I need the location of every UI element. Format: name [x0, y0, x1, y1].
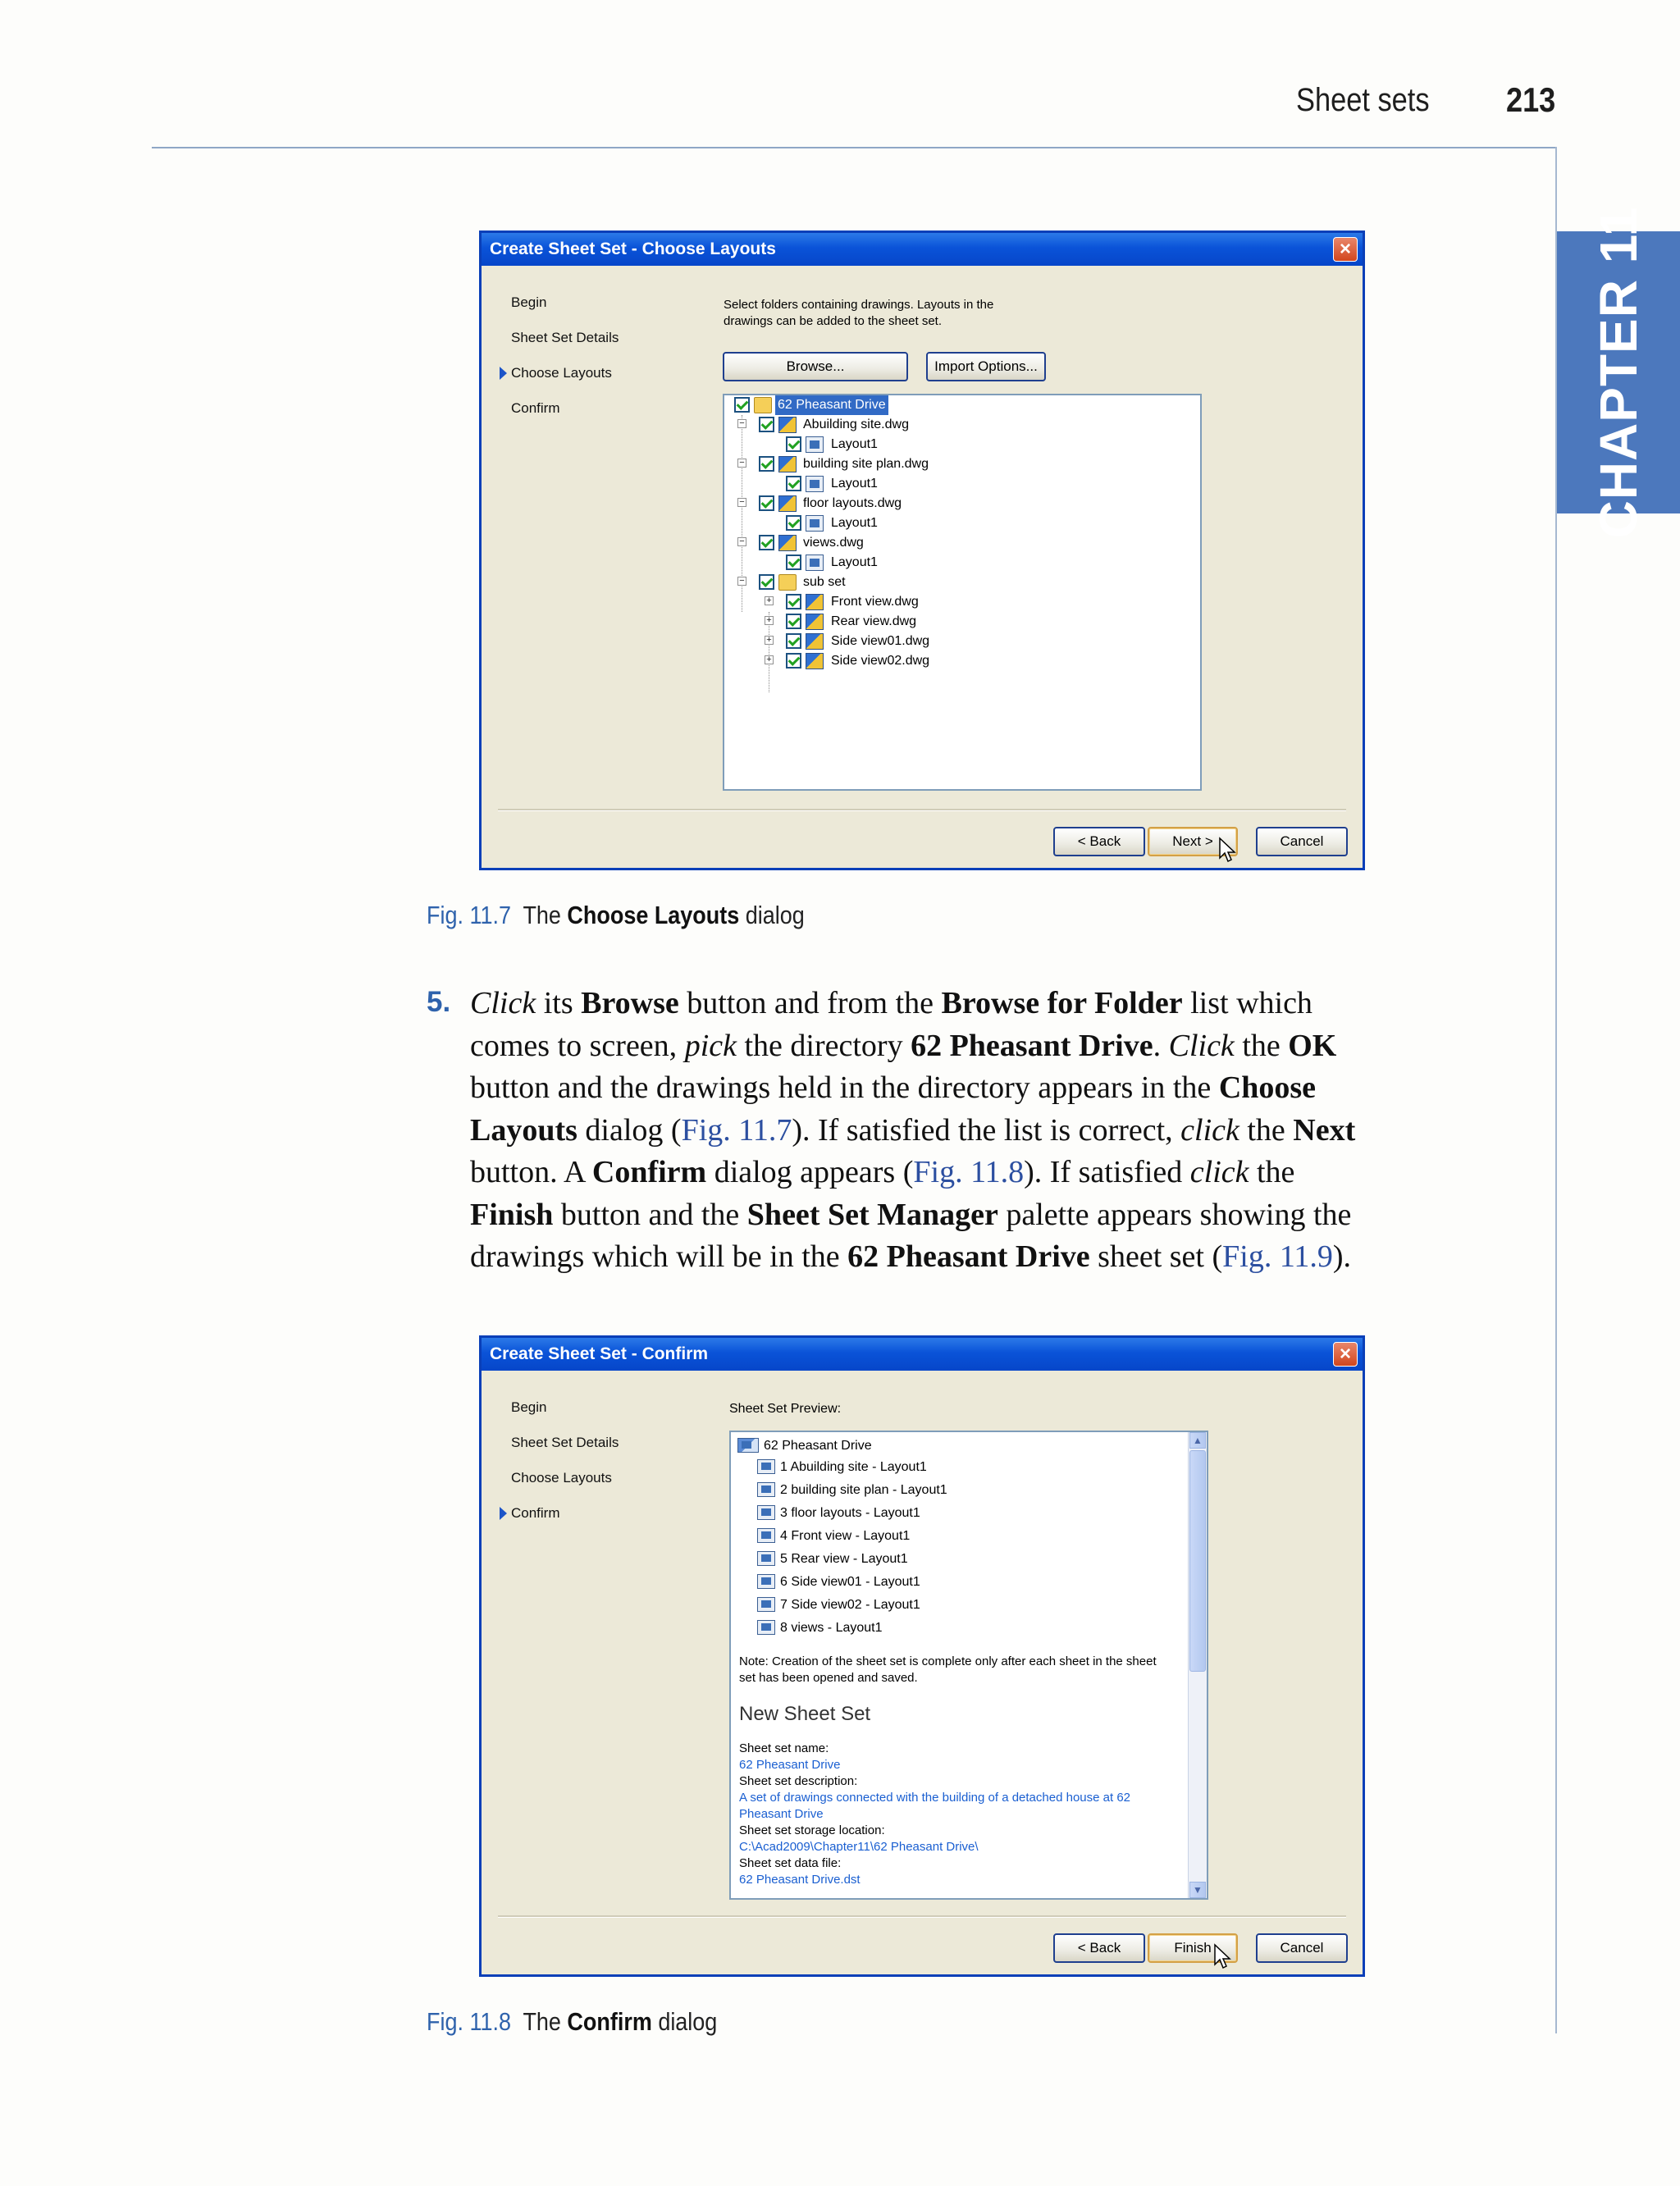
step-confirm[interactable]: Confirm: [511, 400, 560, 416]
tree-label: Layout1: [831, 477, 878, 491]
checkbox[interactable]: [786, 436, 801, 452]
folder-tree[interactable]: [723, 394, 1202, 791]
wizard-steps: [500, 294, 619, 436]
checkbox[interactable]: [759, 535, 774, 550]
header-rule: [152, 147, 1557, 148]
step-number: 5.: [427, 986, 451, 1018]
tree-label: sub set: [803, 575, 846, 589]
location-label: Sheet set storage location:: [739, 1823, 885, 1837]
text-line: button and the drawings held in the directory appears in the Choose: [470, 1070, 1317, 1105]
mouse-cursor-icon: [1218, 837, 1236, 865]
figure-link[interactable]: Fig. 11.9: [1222, 1239, 1333, 1274]
checkbox[interactable]: [759, 495, 774, 511]
close-button[interactable]: ×: [1333, 1342, 1358, 1367]
layout-icon: [806, 476, 824, 492]
checkbox[interactable]: [759, 417, 774, 432]
wizard-steps: [500, 1399, 619, 1540]
drawing-icon: [806, 633, 824, 650]
checkbox[interactable]: [759, 574, 774, 590]
checkbox[interactable]: [759, 456, 774, 472]
checkbox[interactable]: [786, 633, 801, 649]
step-choose-layouts[interactable]: Choose Layouts: [511, 1470, 612, 1485]
separator: [498, 809, 1346, 811]
layout-icon: [806, 554, 824, 571]
next-button[interactable]: Next >: [1148, 827, 1238, 856]
folder-icon: [778, 574, 797, 591]
step-begin[interactable]: Begin: [511, 1399, 547, 1415]
caption-text: The: [523, 2007, 561, 2036]
scroll-up-icon[interactable]: ▲: [1189, 1432, 1206, 1449]
chapter-tab: [1557, 206, 1680, 539]
figure-number: Fig. 11.8: [427, 2007, 511, 2036]
new-sheet-set-heading: New Sheet Set: [739, 1703, 871, 1725]
drawing-icon: [806, 594, 824, 610]
name-label: Sheet set name:: [739, 1741, 829, 1755]
drawing-icon: [778, 535, 797, 551]
drawing-icon: [778, 417, 797, 433]
preview-label: Sheet Set Preview:: [729, 1402, 842, 1416]
figure-link[interactable]: Fig. 11.8: [913, 1155, 1025, 1189]
cancel-button[interactable]: Cancel: [1256, 827, 1348, 856]
drawing-icon: [806, 614, 824, 630]
figure-link[interactable]: Fig. 11.7: [681, 1112, 792, 1148]
sheet-icon: [757, 1551, 775, 1566]
caption-bold: Confirm: [567, 2007, 652, 2036]
tree-label: Layout1: [831, 555, 878, 569]
description-label: Sheet set description:: [739, 1774, 858, 1788]
step-paragraph: [470, 983, 1422, 1279]
tree-label: Side view02.dwg: [831, 654, 930, 668]
sheet-icon: [757, 1597, 775, 1612]
checkbox[interactable]: [786, 653, 801, 669]
back-button[interactable]: < Back: [1053, 1933, 1145, 1963]
name-value: 62 Pheasant Drive: [739, 1758, 841, 1772]
cancel-button[interactable]: Cancel: [1256, 1933, 1348, 1963]
caption-text: dialog: [745, 901, 805, 929]
text-line: comes to screen, pick the directory 62 Pheasant Drive. Click the OK: [470, 1028, 1337, 1063]
checkbox[interactable]: [786, 594, 801, 609]
tree-label: Front view.dwg: [831, 595, 919, 609]
import-options-button[interactable]: Import Options...: [926, 352, 1046, 381]
dialog-title: Create Sheet Set - Confirm: [490, 1344, 709, 1363]
text-line: drawings which will be in the 62 Pheasant Drive sheet set (Fig. 11.9).: [470, 1239, 1352, 1274]
collapse-icon[interactable]: −: [737, 498, 746, 507]
mouse-cursor-icon: [1213, 1943, 1231, 1971]
sheet-set-preview[interactable]: 62 Pheasant Drive 1 Abuilding site - Layout1 2 building site plan - Layout1 3 floor layouts - Layout1 4 Front view - Layout1 5 Rear view - Layout1 6 Side view01 - Layout1 7 Side view02 - Layout1 8 views - Layout1 Note: Creation of the sheet set is complete only after each sheet in the sheet set has been opened and saved. New Sheet Set Sheet set name: 62 Pheasant Drive Sheet set description: A set of drawings connected with the building of a detached house at 62 Pheasant Drive Sheet set storage location: C:\Acad2009\Chapter11\62 Pheasant Drive\ Sheet set data file: 62 Pheasant Drive.dst ▲ ▼: [729, 1431, 1208, 1900]
expand-icon[interactable]: +: [765, 655, 774, 664]
scroll-thumb[interactable]: [1189, 1450, 1206, 1672]
tree-label: floor layouts.dwg: [803, 496, 902, 510]
collapse-icon[interactable]: −: [737, 419, 746, 428]
text-line: Layouts dialog (Fig. 11.7). If satisfied the list is correct, click the Next: [470, 1112, 1356, 1148]
sheet-icon: [757, 1528, 775, 1543]
step-confirm[interactable]: Confirm: [500, 1505, 619, 1540]
tree-label: Layout1: [831, 516, 878, 530]
tree-label: Rear view.dwg: [831, 614, 917, 628]
expand-icon[interactable]: +: [765, 616, 774, 625]
browse-button[interactable]: Browse...: [723, 352, 908, 381]
sheet-icon: [757, 1620, 775, 1635]
scroll-down-icon[interactable]: ▼: [1189, 1882, 1206, 1898]
step-sheet-set-details[interactable]: Sheet Set Details: [511, 1435, 619, 1450]
running-header-section: Sheet sets: [1296, 82, 1430, 118]
vertical-scrollbar[interactable]: [1188, 1432, 1207, 1898]
confirm-dialog: [479, 1335, 1365, 1977]
checkbox[interactable]: [786, 554, 801, 570]
creation-note: Note: Creation of the sheet set is complete only after each sheet in the sheet set has been opened and saved.: [739, 1654, 1157, 1685]
sheet-icon: [757, 1459, 775, 1474]
tree-label: views.dwg: [803, 536, 864, 550]
collapse-icon[interactable]: −: [737, 537, 746, 546]
figure-caption-2: [427, 2007, 717, 2037]
collapse-icon[interactable]: −: [737, 459, 746, 468]
step-choose-layouts[interactable]: Choose Layouts: [500, 365, 619, 400]
choose-layouts-dialog: [479, 230, 1365, 870]
folder-icon: [754, 397, 772, 413]
sheet-icon: [757, 1574, 775, 1589]
location-value: C:\Acad2009\Chapter11\62 Pheasant Drive\: [739, 1840, 979, 1854]
sheet-icon: [757, 1482, 775, 1497]
instructions: Select folders containing drawings. Layouts in the drawings can be added to the sheet set.: [724, 298, 994, 328]
caption-bold: Choose Layouts: [567, 901, 740, 929]
back-button[interactable]: < Back: [1053, 827, 1145, 856]
tree-label: 62 Pheasant Drive: [775, 395, 888, 415]
dialog-titlebar: [482, 1338, 1363, 1371]
data-file-value: 62 Pheasant Drive.dst: [739, 1873, 861, 1887]
text-line: button. A Confirm dialog appears (Fig. 11.8). If satisfied click the: [470, 1155, 1295, 1189]
chapter-label: CHAPTER 11: [1589, 206, 1648, 539]
sheet-icon: [757, 1505, 775, 1520]
tree-label: Side view01.dwg: [831, 634, 930, 648]
tree-label: Layout1: [831, 437, 878, 451]
layout-icon: [806, 515, 824, 532]
tree-label: building site plan.dwg: [803, 457, 929, 471]
text-line: Finish button and the Sheet Set Manager palette appears showing the: [470, 1197, 1352, 1232]
checkbox[interactable]: [786, 476, 801, 491]
finish-button[interactable]: Finish: [1148, 1933, 1238, 1963]
text-line: Click its Browse button and from the Browse for Folder list which: [470, 986, 1312, 1020]
description-value: A set of drawings connected with the building of a detached house at 62: [739, 1791, 1130, 1805]
tree-label: Abuilding site.dwg: [803, 418, 909, 431]
description-value-cont: Pheasant Drive: [739, 1807, 824, 1821]
drawing-icon: [778, 495, 797, 512]
caption-text: dialog: [658, 2007, 718, 2036]
checkbox[interactable]: [786, 614, 801, 629]
expand-icon[interactable]: +: [765, 596, 774, 605]
checkbox[interactable]: [734, 397, 750, 413]
dialog-title: Create Sheet Set - Choose Layouts: [490, 240, 776, 258]
step-begin[interactable]: Begin: [511, 294, 547, 310]
expand-icon[interactable]: +: [765, 636, 774, 645]
dialog-titlebar: [482, 233, 1363, 266]
figure-number: Fig. 11.7: [427, 901, 511, 929]
figure-caption-1: [427, 901, 805, 930]
data-file-label: Sheet set data file:: [739, 1856, 842, 1870]
drawing-icon: [806, 653, 824, 669]
caption-text: The: [523, 901, 561, 929]
step-sheet-set-details[interactable]: Sheet Set Details: [511, 330, 619, 345]
separator: [498, 1915, 1346, 1918]
layout-icon: [806, 436, 824, 453]
sheet-set-icon: [737, 1438, 759, 1453]
drawing-icon: [778, 456, 797, 472]
collapse-icon[interactable]: −: [737, 577, 746, 586]
page-number: 213: [1506, 80, 1556, 119]
close-button[interactable]: ×: [1333, 237, 1358, 262]
checkbox[interactable]: [786, 515, 801, 531]
